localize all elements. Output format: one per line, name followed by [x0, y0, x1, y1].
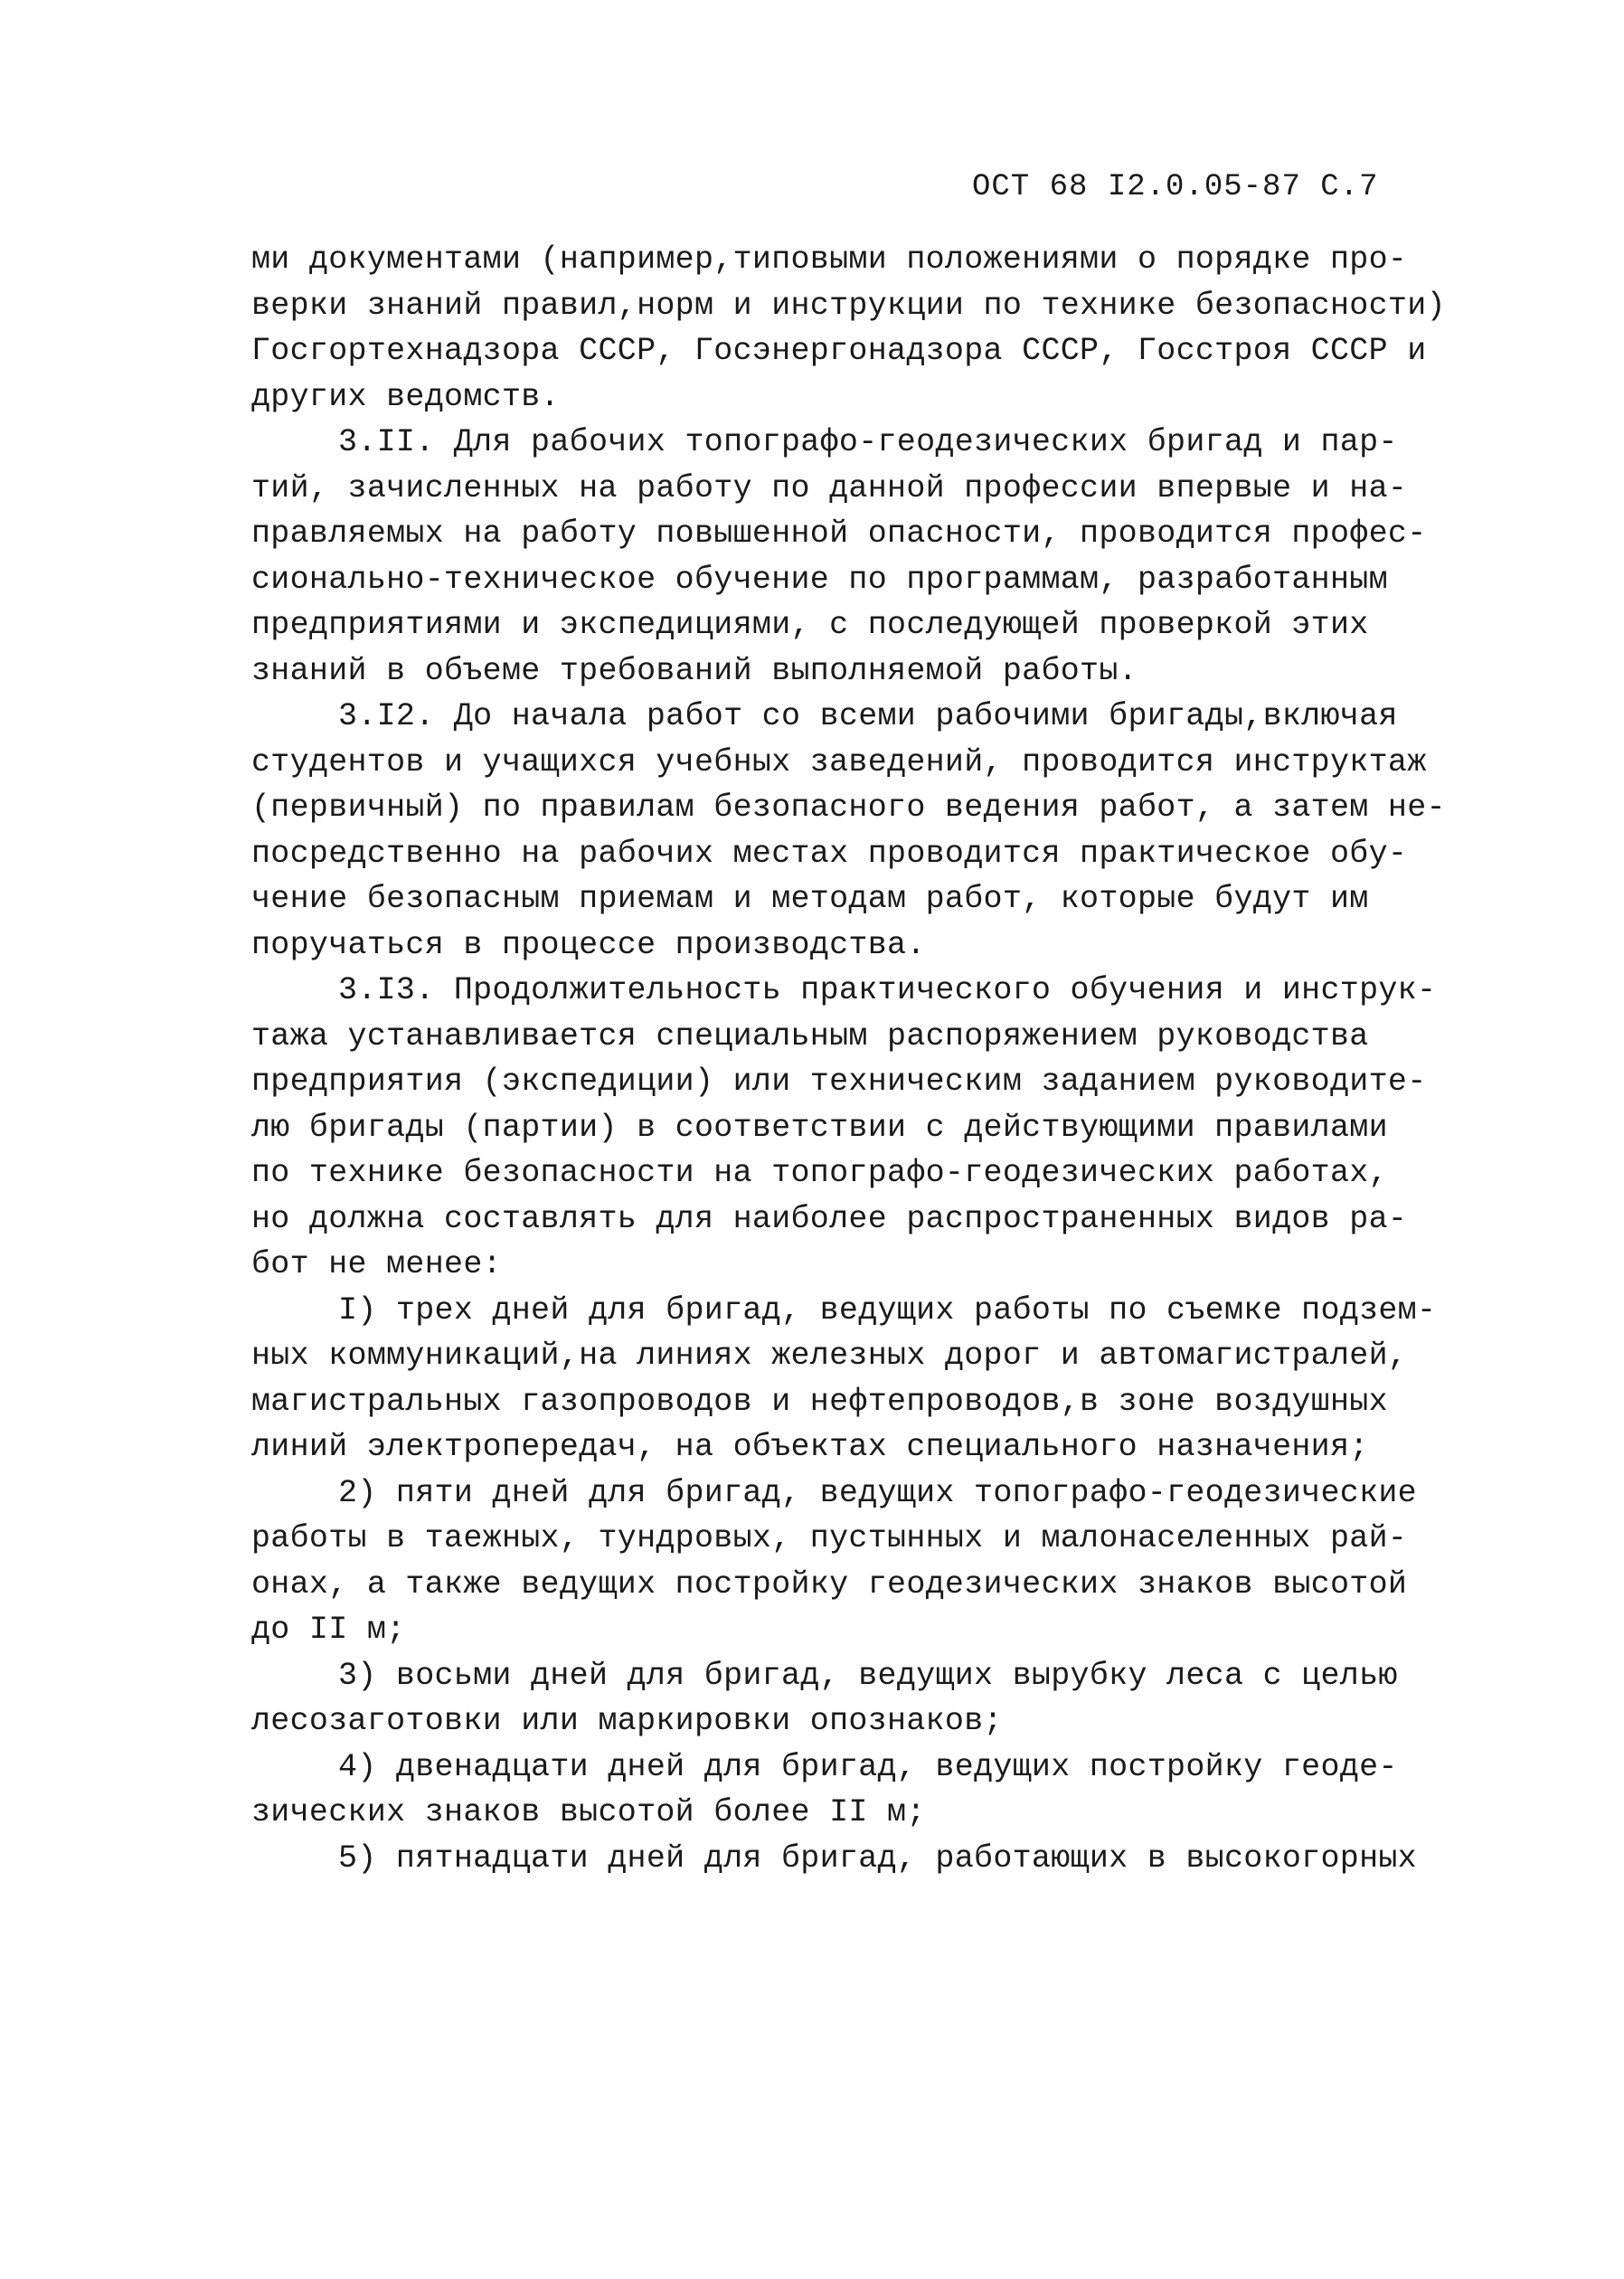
- text-line: 3.II. Для рабочих топографо-геодезических бригад и пар-: [338, 424, 1398, 460]
- text-line: до II м;: [251, 1612, 406, 1648]
- text-line: тажа устанавливается специальным распоряжением руководства: [251, 1017, 1369, 1054]
- text-line: магистральных газопроводов и нефтепроводов,в зоне воздушных: [251, 1383, 1388, 1420]
- text-line: 4) двенадцати дней для бригад, ведущих постройку геоде-: [338, 1748, 1398, 1785]
- text-line: правляемых на работу повышенной опасности, проводится профес-: [251, 515, 1427, 552]
- page-header-designation: ОСТ 68 I2.0.05-87 С.7: [972, 170, 1379, 204]
- text-line: по технике безопасности на топографо-геодезических работах,: [251, 1155, 1388, 1191]
- text-line: 2) пяти дней для бригад, ведущих топографо-геодезические: [338, 1474, 1417, 1511]
- text-line: но должна составлять для наиболее распространенных видов ра-: [251, 1200, 1408, 1237]
- text-line: 3.I3. Продолжительность практического обучения и инструк-: [338, 972, 1437, 1008]
- text-line: студентов и учащихся учебных заведений, проводится инструктаж: [251, 743, 1427, 780]
- text-line: знаний в объеме требований выполняемой работы.: [251, 652, 1138, 689]
- text-line: поручаться в процессе производства.: [251, 926, 926, 963]
- text-line: посредственно на рабочих местах проводится практическое обу-: [251, 835, 1408, 872]
- text-line: Госгортехнадзора СССР, Госэнергонадзора СССР, Госстроя СССР и: [251, 333, 1427, 369]
- text-line: лесозаготовки или маркировки опознаков;: [251, 1703, 1003, 1739]
- text-line: тий, зачисленных на работу по данной профессии впервые и на-: [251, 469, 1408, 506]
- text-line: ми документами (например,типовыми положениями о порядке про-: [251, 241, 1408, 278]
- text-line: онах, а также ведущих постройку геодезических знаков высотой: [251, 1565, 1408, 1603]
- text-line: бот не менее:: [251, 1246, 502, 1282]
- text-line: линий электропередач, на объектах специального назначения;: [251, 1429, 1369, 1465]
- text-line: работы в таежных, тундровых, пустынных и малонаселенных рай-: [251, 1520, 1408, 1556]
- text-line: зических знаков высотой более II м;: [251, 1794, 926, 1830]
- body-text: [251, 237, 1446, 1881]
- text-line: ных коммуникаций,на линиях железных дорог и автомагистралей,: [251, 1338, 1408, 1374]
- text-line: I) трех дней для бригад, ведущих работы по съемке подзем-: [338, 1291, 1437, 1329]
- text-line: других ведомств.: [251, 378, 560, 415]
- text-line: чение безопасным приемам и методам работ, которые будут им: [251, 881, 1369, 917]
- text-line: сионально-техническое обучение по программам, разработанным: [251, 561, 1388, 598]
- text-line: 3.I2. До начала работ со всеми рабочими бригады,включая: [338, 698, 1398, 734]
- text-line: 5) пятнадцати дней для бригад, работающих в высокогорных: [338, 1839, 1417, 1877]
- text-line: верки знаний правил,норм и инструкции по технике безопасности): [251, 287, 1446, 324]
- text-line: лю бригады (партии) в соответствии с действующими правилами: [251, 1109, 1388, 1146]
- text-line: предприятиями и экспедициями, с последующей проверкой этих: [251, 607, 1369, 643]
- text-line: предприятия (экспедиции) или техническим заданием руководите-: [251, 1064, 1427, 1100]
- text-line: (первичный) по правилам безопасного ведения работ, а затем не-: [251, 790, 1446, 826]
- text-line: 3) восьми дней для бригад, ведущих вырубку леса с целью: [338, 1657, 1398, 1694]
